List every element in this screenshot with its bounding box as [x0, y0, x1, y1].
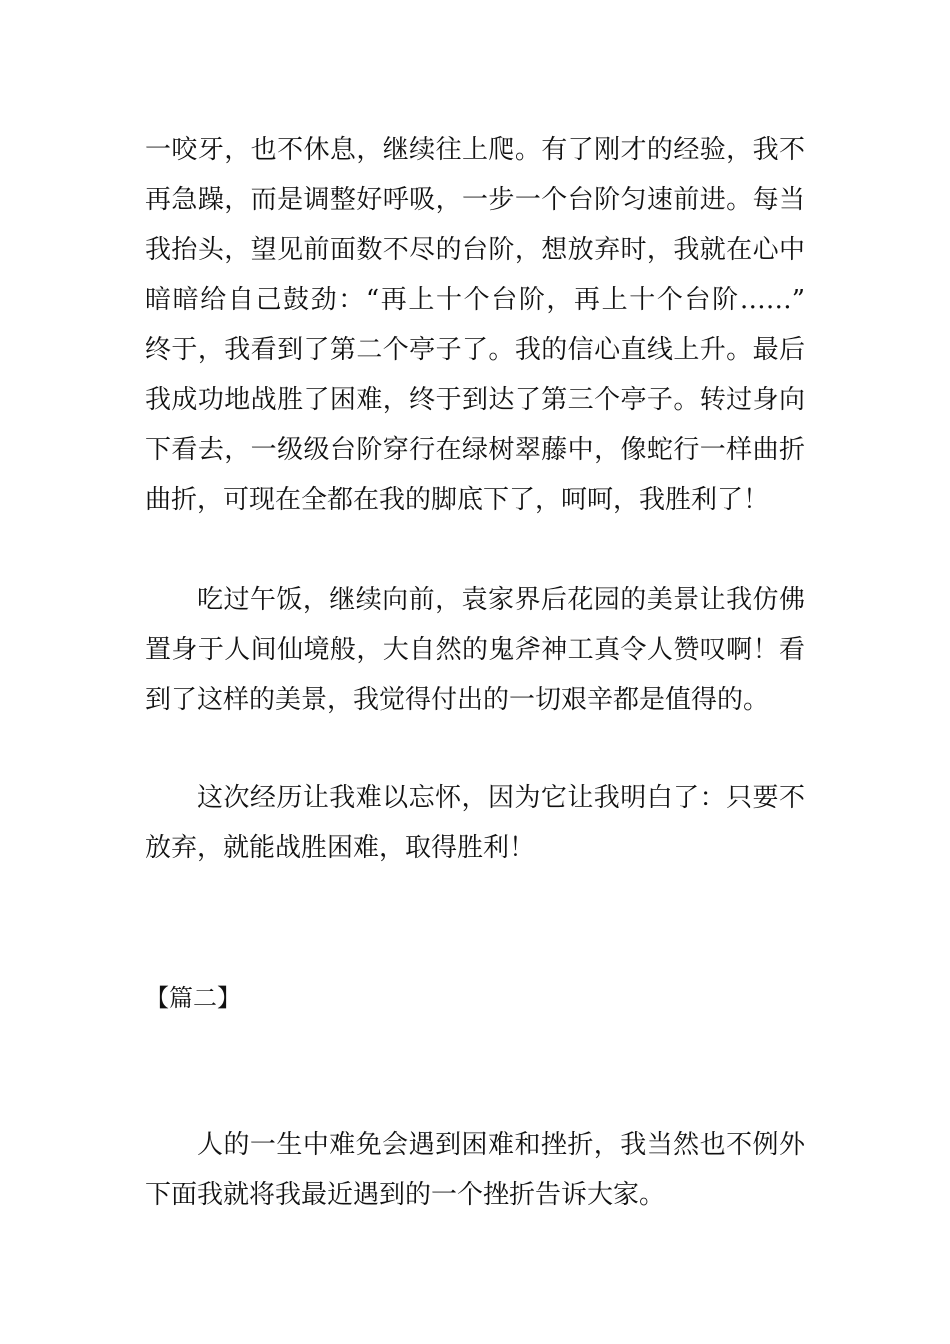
- paragraph-line: 我成功地战胜了困难，终于到达了第三个亭子。转过身向: [145, 385, 805, 415]
- paragraph-line: 吃过午饭，继续向前，袁家界后花园的美景让我仿佛: [197, 585, 805, 615]
- paragraph-line: 放弃，就能战胜困难，取得胜利！: [145, 833, 536, 863]
- section-heading: 【篇二】: [145, 984, 241, 1012]
- paragraph-line: 下面我就将我最近遇到的一个挫折告诉大家。: [145, 1180, 666, 1210]
- paragraph-line: 人的一生中难免会遇到困难和挫折，我当然也不例外: [197, 1130, 805, 1160]
- paragraph-line: 我抬头，望见前面数不尽的台阶，想放弃时，我就在心中: [145, 235, 805, 265]
- paragraph-line: 下看去，一级级台阶穿行在绿树翠藤中，像蛇行一样曲折: [145, 435, 805, 465]
- paragraph-line: 暗暗给自己鼓劲：“再上十个台阶，再上十个台阶……”: [145, 285, 805, 315]
- paragraph-line: 置身于人间仙境般，大自然的鬼斧神工真令人赞叹啊！看: [145, 635, 805, 665]
- paragraph-line: 一咬牙，也不休息，继续往上爬。有了刚才的经验，我不: [145, 135, 805, 165]
- paragraph-line: 再急躁，而是调整好呼吸，一步一个台阶匀速前进。每当: [145, 185, 805, 215]
- paragraph-line: 终于，我看到了第二个亭子了。我的信心直线上升。最后: [145, 335, 805, 365]
- paragraph-line: 到了这样的美景，我觉得付出的一切艰辛都是值得的。: [145, 685, 770, 715]
- paragraph-line: 这次经历让我难以忘怀，因为它让我明白了：只要不: [197, 783, 805, 813]
- paragraph-line: 曲折，可现在全都在我的脚底下了，呵呵，我胜利了！: [145, 485, 770, 515]
